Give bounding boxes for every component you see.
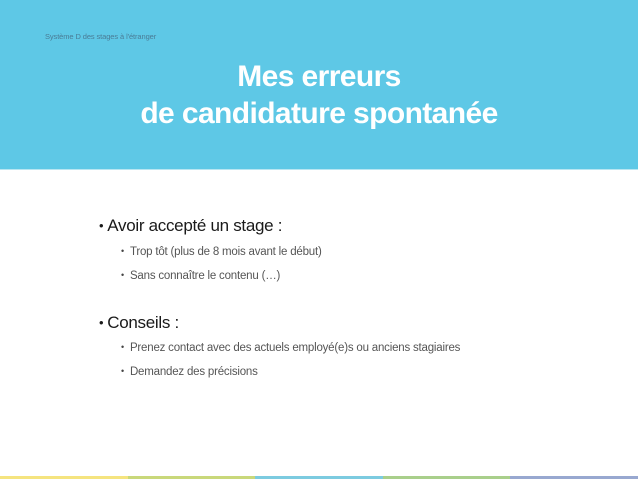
section-heading-2 <box>99 313 179 333</box>
bullet-icon: • <box>99 218 104 233</box>
bullet-icon: • <box>121 366 124 376</box>
slide-title <box>0 58 638 132</box>
slide-title-line-1: Mes erreurs <box>237 60 401 93</box>
list-item-text: Prenez contact avec des actuels employé(e)s ou anciens stagiaires <box>129 342 461 354</box>
list-item <box>121 342 460 354</box>
section-heading-1 <box>99 216 282 236</box>
list-item <box>121 366 258 378</box>
list-item-text: Demandez des précisions <box>129 366 258 378</box>
section-heading-text: Avoir accepté un stage : <box>107 216 283 235</box>
section-heading-text: Conseils : <box>107 313 179 332</box>
bullet-icon: • <box>99 315 104 330</box>
list-item-text: Sans connaître le contenu (…) <box>129 270 281 282</box>
list-item <box>121 246 322 258</box>
bullet-icon: • <box>121 246 124 256</box>
list-item <box>121 270 280 282</box>
header-divider <box>0 169 638 170</box>
slide-subtitle: Système D des stages à l'étranger <box>45 32 157 41</box>
slide-header <box>0 0 638 169</box>
bullet-icon: • <box>121 342 124 352</box>
list-item-text: Trop tôt (plus de 8 mois avant le début) <box>129 246 322 258</box>
bullet-icon: • <box>121 270 124 280</box>
slide-title-line-2: de candidature spontanée <box>140 97 498 130</box>
